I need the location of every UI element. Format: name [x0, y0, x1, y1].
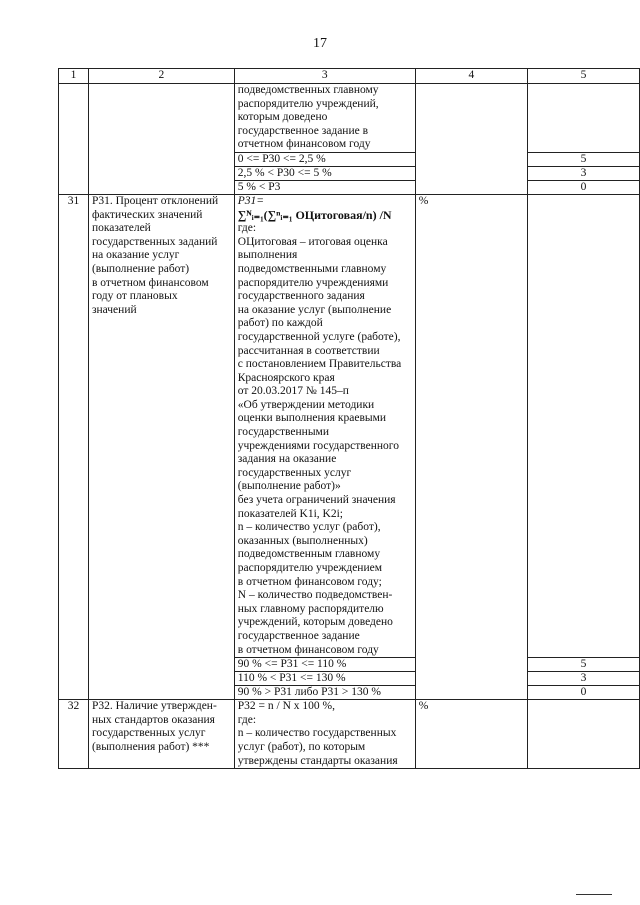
text-line: P31. Процент отклонений — [91, 194, 219, 207]
text-line: государственное задание в — [237, 124, 369, 137]
page-number: 17 — [313, 36, 327, 51]
name-cell — [88, 700, 234, 769]
text-line: от 20.03.2017 № 145–п — [237, 385, 349, 398]
text-line: n – количество государственных — [237, 727, 397, 740]
text-line: показателей — [91, 222, 151, 235]
text-line: государственных заданий — [91, 235, 218, 248]
text-line: P32 = n / N x 100 %, — [237, 700, 335, 713]
text-line: на оказание услуг (выполнение — [237, 303, 392, 316]
text-line: на оказание услуг — [91, 249, 180, 262]
text-line: оценки выполнения краевыми — [237, 412, 387, 425]
page-corner-line — [576, 894, 612, 895]
score-cell: 5 — [528, 152, 640, 166]
method-cell — [234, 700, 415, 769]
score-cell: 0 — [528, 180, 640, 194]
text-line: услуг (работ), по которым — [237, 740, 366, 753]
text-line: (выполнение работ) — [91, 262, 190, 275]
score-cell: 0 — [528, 686, 640, 700]
text-line: учреждениями государственного — [237, 439, 399, 452]
text-line: государственное задание — [237, 629, 360, 642]
name-cell — [88, 194, 234, 699]
text-line: в отчетном финансовом — [91, 276, 209, 289]
text-line: (выполнение работ)» — [237, 480, 341, 493]
num-cell — [59, 84, 89, 195]
unit-cell — [415, 84, 527, 195]
method-cell — [234, 84, 415, 153]
text-line: n – количество услуг (работ), — [237, 521, 381, 534]
text-line: государственного задания — [237, 290, 365, 303]
table-row — [59, 194, 640, 657]
formula: ∑ᴺᵢ₌₁(∑ⁿᵢ₌₁ ОЦитоговая/n) /N — [237, 207, 392, 222]
text-line: подведомственным главному — [237, 548, 381, 561]
text-line: с постановлением Правительства — [237, 358, 402, 371]
text-line: выполнения — [237, 249, 298, 262]
range-cell: 5 % < P3 — [234, 180, 415, 194]
text-line: которым доведено — [237, 111, 328, 124]
text-line: «Об утверждении методики — [237, 398, 375, 411]
indicators-table — [58, 68, 640, 769]
score-cell — [528, 194, 640, 657]
range-cell: 90 % <= P31 <= 110 % — [234, 658, 415, 672]
text-line: ОЦитоговая – итоговая оценка — [237, 235, 388, 248]
text-line: учреждений, которым доведено — [237, 616, 393, 629]
text-line: где: — [237, 222, 257, 235]
name-cell — [88, 84, 234, 195]
text-line: задания на оказание — [237, 453, 337, 466]
text-line: распорядителю учреждениями — [237, 276, 389, 289]
range-cell: 2,5 % < P30 <= 5 % — [234, 166, 415, 180]
text-line: утверждены стандарты оказания — [237, 754, 398, 767]
text-line: в отчетном финансовом году; — [237, 575, 382, 588]
text-line: распорядителю учреждений, — [237, 97, 379, 110]
header-cell: 2 — [88, 69, 234, 84]
header-cell: 4 — [415, 69, 527, 84]
score-cell — [528, 84, 640, 153]
table-row — [59, 700, 640, 769]
text-line: (выполнения работ) *** — [91, 740, 210, 753]
table-row — [59, 84, 640, 153]
range-cell: 110 % < P31 <= 130 % — [234, 672, 415, 686]
text-line: работ) по каждой — [237, 317, 323, 330]
text-line: государственной услуге (работе), — [237, 330, 401, 343]
score-cell: 3 — [528, 672, 640, 686]
text-line: фактических значений — [91, 208, 203, 221]
text-line: Красноярского края — [237, 371, 335, 384]
text-line: подведомственными главному — [237, 262, 387, 275]
header-row — [59, 69, 640, 84]
score-cell: 5 — [528, 658, 640, 672]
text-line: оказанных (выполненных) — [237, 534, 368, 547]
text-line: подведомственных главному — [237, 84, 379, 96]
header-cell: 3 — [234, 69, 415, 84]
text-line: государственных услуг — [237, 466, 352, 479]
score-cell: 3 — [528, 166, 640, 180]
text-line: ных стандартов оказания — [91, 713, 215, 726]
method-cell — [234, 194, 415, 657]
score-cell — [528, 700, 640, 769]
text-line: в отчетном финансовом году — [237, 643, 379, 656]
text-line: распорядителю учреждением — [237, 562, 382, 574]
text-line: государственных услуг — [91, 727, 206, 740]
text-line: ных главному распорядителю — [237, 602, 384, 615]
num-cell: 32 — [59, 700, 89, 769]
text-line: отчетном финансовом году — [237, 138, 371, 151]
num-cell: 31 — [59, 194, 89, 699]
unit-cell: % — [415, 194, 527, 699]
header-cell: 5 — [528, 69, 640, 84]
header-cell: 1 — [59, 69, 89, 84]
range-cell: 90 % > P31 либо P31 > 130 % — [234, 686, 415, 700]
text-line: государственными — [237, 426, 329, 439]
formula-label: P31= — [237, 194, 265, 207]
text-line: где: — [237, 713, 257, 726]
text-line: значений — [91, 303, 137, 316]
text-line: году от плановых — [91, 290, 178, 303]
text-line: без учета ограничений значения — [237, 494, 396, 507]
text-line: показателей K1i, K2i; — [237, 507, 343, 520]
text-line: P32. Наличие утвержден- — [91, 700, 217, 713]
text-line: рассчитанная в соответствии — [237, 344, 380, 357]
unit-cell: % — [415, 700, 527, 769]
text-line: N – количество подведомствен- — [237, 589, 393, 602]
range-cell: 0 <= P30 <= 2,5 % — [234, 152, 415, 166]
